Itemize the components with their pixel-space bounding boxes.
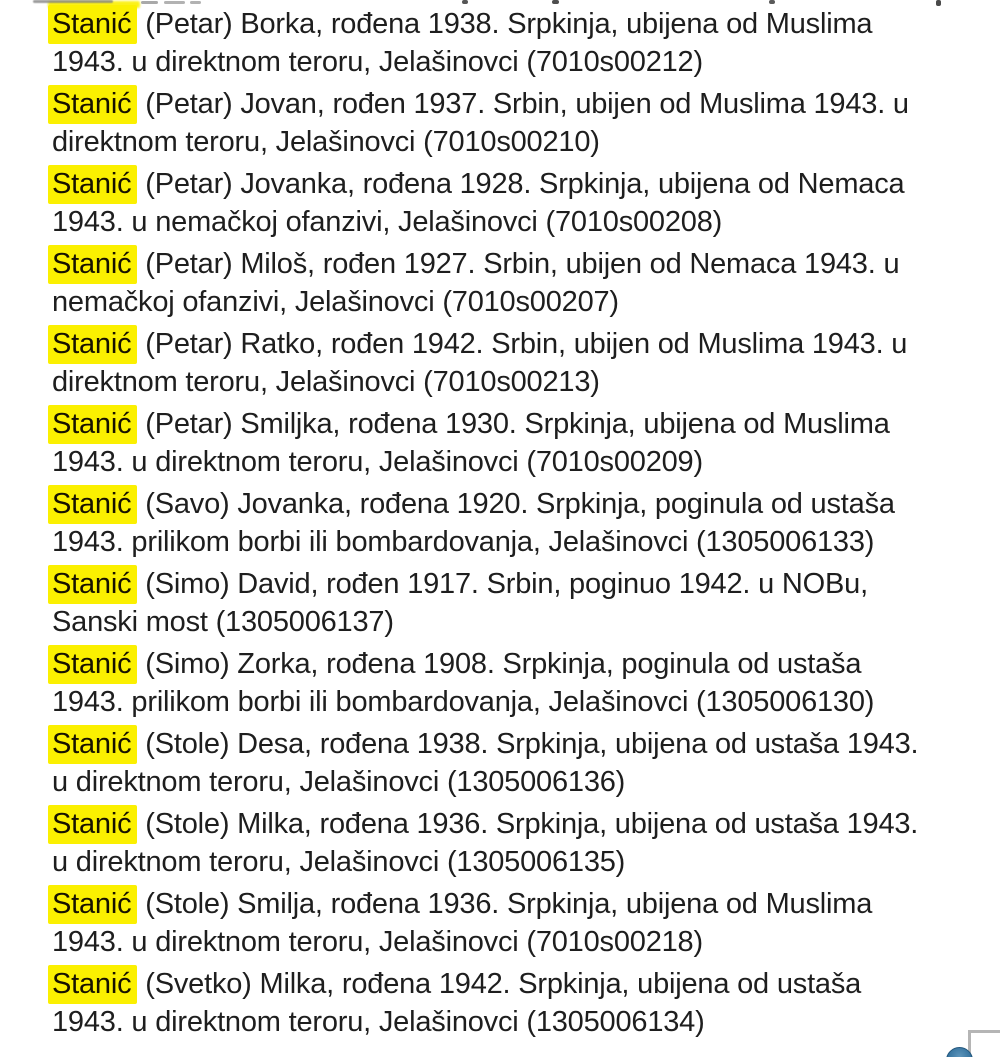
- entry-text-line1: (Petar) Borka, rođena 1938. Srpkinja, ubijena od Muslima: [137, 8, 873, 40]
- entry-text-line2: u direktnom teroru, Jelašinovci (1305006135): [52, 846, 626, 878]
- victim-entry: [52, 805, 992, 881]
- victim-entry: [52, 165, 992, 241]
- entry-text-line2: direktnom teroru, Jelašinovci (7010s00213): [52, 366, 600, 398]
- entry-text-line1: (Svetko) Milka, rođena 1942. Srpkinja, ubijena od ustaša: [137, 968, 862, 1000]
- highlighted-search-term: Stanić: [48, 245, 137, 284]
- entry-text-line2: 1943. u nemačkoj ofanzivi, Jelašinovci (7010s00208): [52, 206, 723, 238]
- highlighted-search-term: Stanić: [48, 485, 137, 524]
- entry-text-line1: (Simo) David, rođen 1917. Srbin, poginuo 1942. u NOBu,: [137, 568, 868, 600]
- entry-text-line2: 1943. prilikom borbi ili bombardovanja, Jelašinovci (1305006130): [52, 686, 875, 718]
- clipped-text-fragment: [190, 1, 201, 4]
- victim-entry: [52, 325, 992, 401]
- highlighted-search-term: Stanić: [48, 5, 137, 44]
- highlighted-search-term: Stanić: [48, 85, 137, 124]
- clipped-previous-line: [0, 0, 1000, 8]
- entry-text-line1: (Petar) Smiljka, rođena 1930. Srpkinja, ubijena od Muslima: [137, 408, 890, 440]
- entry-text-line2: 1943. u direktnom teroru, Jelašinovci (7010s00209): [52, 446, 703, 478]
- victim-entry: [52, 885, 992, 961]
- entry-text-line2: 1943. prilikom borbi ili bombardovanja, Jelašinovci (1305006133): [52, 526, 875, 558]
- highlighted-search-term: Stanić: [48, 885, 137, 924]
- victim-entry: [52, 85, 992, 161]
- clipped-text-fragment: [164, 1, 185, 4]
- entry-text-line1: (Simo) Zorka, rođena 1908. Srpkinja, poginula od ustaša: [137, 648, 862, 680]
- clipped-text-fragment: [769, 0, 775, 4]
- entry-text-line1: (Petar) Miloš, rođen 1927. Srbin, ubijen od Nemaca 1943. u: [137, 248, 900, 280]
- clipped-text-fragment: [936, 0, 941, 6]
- highlighted-search-term: Stanić: [48, 965, 137, 1004]
- clipped-text-fragment: [33, 0, 113, 3]
- victim-entry: [52, 565, 992, 641]
- victim-entry: [52, 725, 992, 801]
- highlighted-search-term: Stanić: [48, 565, 137, 604]
- entry-text-line1: (Stole) Milka, rođena 1936. Srpkinja, ubijena od ustaša 1943.: [137, 808, 919, 840]
- entry-text-line2: Sanski most (1305006137): [52, 606, 394, 638]
- victim-entry: [52, 405, 992, 481]
- entry-text-line2: nemačkoj ofanzivi, Jelašinovci (7010s00207): [52, 286, 619, 318]
- entry-text-line2: 1943. u direktnom teroru, Jelašinovci (7010s00218): [52, 926, 703, 958]
- highlighted-search-term: Stanić: [48, 725, 137, 764]
- highlighted-search-term: Stanić: [48, 645, 137, 684]
- highlighted-search-term: Stanić: [48, 405, 137, 444]
- highlighted-search-term: Stanić: [48, 165, 137, 204]
- highlighted-search-term: Stanić: [48, 325, 137, 364]
- entry-text-line2: u direktnom teroru, Jelašinovci (1305006136): [52, 766, 626, 798]
- entry-text-line1: (Stole) Smilja, rođena 1936. Srpkinja, ubijena od Muslima: [137, 888, 873, 920]
- entry-text-line1: (Petar) Jovan, rođen 1937. Srbin, ubijen od Muslima 1943. u: [137, 88, 909, 120]
- box-corner: [968, 1030, 1000, 1057]
- clipped-text-fragment: [141, 1, 158, 4]
- entry-text-line1: (Savo) Jovanka, rođena 1920. Srpkinja, poginula od ustaša: [137, 488, 895, 520]
- clipped-text-fragment: [462, 0, 468, 4]
- victim-entry: [52, 245, 992, 321]
- entry-text-line2: direktnom teroru, Jelašinovci (7010s00210): [52, 126, 600, 158]
- victim-entry: [52, 645, 992, 721]
- victim-entry: [52, 485, 992, 561]
- entry-text-line2: 1943. u direktnom teroru, Jelašinovci (1305006134): [52, 1006, 705, 1038]
- clipped-text-fragment: [552, 0, 559, 4]
- entry-text-line1: (Petar) Jovanka, rođena 1928. Srpkinja, ubijena od Nemaca: [137, 168, 905, 200]
- entry-text-line2: 1943. u direktnom teroru, Jelašinovci (7010s00212): [52, 46, 703, 78]
- victim-entry: [52, 965, 992, 1041]
- highlighted-search-term: Stanić: [48, 805, 137, 844]
- entry-text-line1: (Stole) Desa, rođena 1938. Srpkinja, ubijena od ustaša 1943.: [137, 728, 919, 760]
- entry-text-line1: (Petar) Ratko, rođen 1942. Srbin, ubijen od Muslima 1943. u: [137, 328, 908, 360]
- victim-entry: [52, 5, 992, 81]
